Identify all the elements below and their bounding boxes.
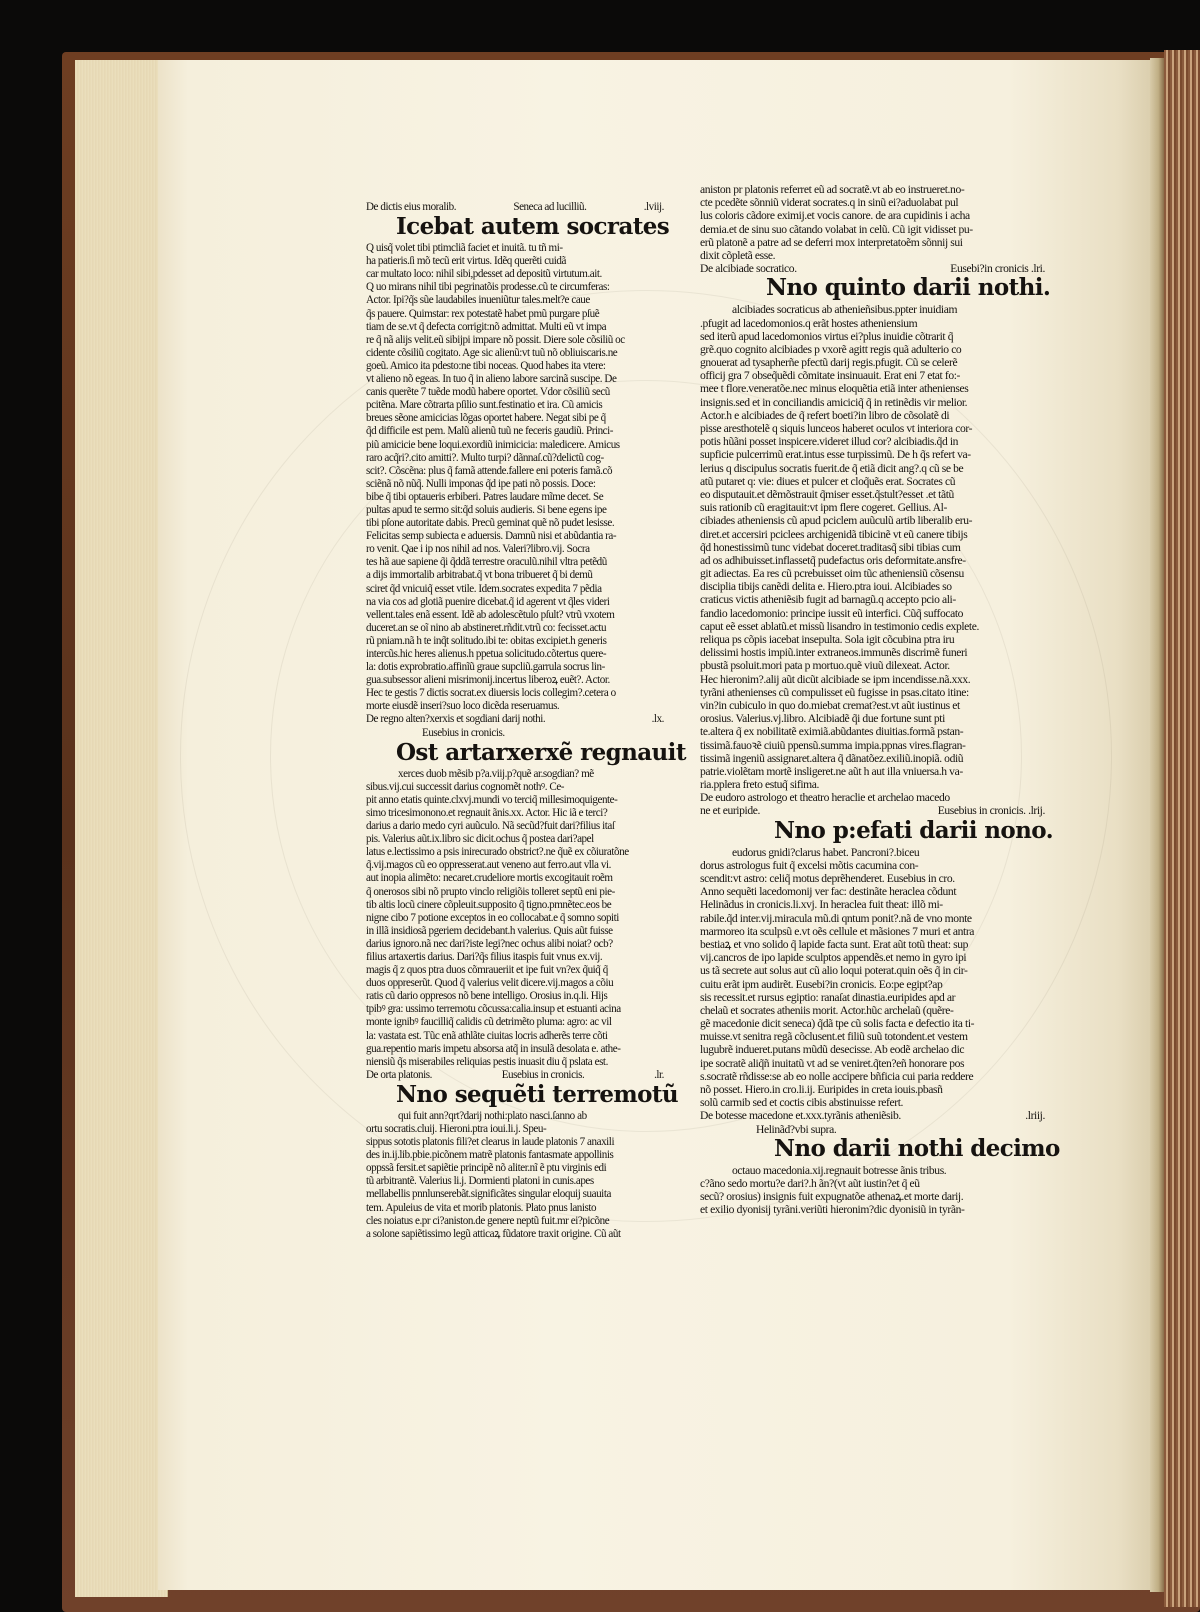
text-line: pit anno etatis quinte.clxvj.mundi vo terciq̃ millesimoquigente- bbox=[366, 793, 618, 806]
text-line: Anno sequẽti lacedomonij ver fac: destinãte heraclea cõdunt bbox=[700, 885, 957, 899]
text-block bbox=[366, 242, 664, 713]
text-line: re q̃ nã alijs velit.eũ sibijpi impare nõ possit. Diere sole cõsiliũ oc bbox=[366, 333, 625, 346]
source-citation: Eusebius in cronicis. bbox=[422, 726, 505, 739]
text-line: muisse.vt senitra regã cõclusent.et filiũ suũ totondent.et vestem bbox=[700, 1030, 968, 1044]
blackletter-heading: Nno sequẽti terremotũ bbox=[396, 1080, 679, 1108]
text-block bbox=[700, 1164, 1045, 1217]
text-line: goeũ. Amico ita pdesto:ne tibi noceas. Quod habes ita vtere: bbox=[366, 359, 606, 372]
text-line: lus coloris cãdore eximij.et vocis canore. de ara cupidinis i acha bbox=[700, 209, 970, 223]
text-line: ha patieris.ſi mõ tecũ erit virtus. Idẽq querẽti cuidã bbox=[366, 255, 566, 268]
text-block bbox=[700, 303, 1045, 791]
page-fore-edge bbox=[75, 60, 168, 1597]
text-line: bestiaꝝ et vno solido q̃ lapide facta sunt. Erat aũt totũ theat: sup bbox=[700, 937, 969, 951]
text-line: nigne cibo 7 potione exceptos in eo collocabat.e q̃ somno sopiti bbox=[366, 911, 619, 924]
text-line: darius a dario medo cyri auũculo. Nã secũd?fuit dari?filius itaſ bbox=[366, 820, 615, 833]
text-line: Helinãdus in cronicis.li.xvj. In heraclea fuit theat: illõ mi- bbox=[700, 898, 943, 912]
right-text-column bbox=[700, 183, 1060, 1217]
subhead-title: De botesse macedone et.xxx.tyrãnis atheniẽsib. bbox=[700, 1109, 901, 1123]
text-line: patrie.violẽtam mortẽ insligeret.ne aũt h aut illa vniuersa.h va- bbox=[700, 764, 963, 778]
text-line: q̃ onerosos sibi nõ prupto vinclo religiõis tolleret septũ eni pie- bbox=[366, 885, 615, 898]
running-head-center: Seneca ad lucilliũ. bbox=[513, 201, 587, 213]
text-line: .pfugit ad lacedomonios.q erãt hostes atheniensium bbox=[700, 316, 918, 330]
subhead-source: Eusebi?in cronicis .lri. bbox=[950, 262, 1045, 276]
text-line: in illã insidiosã pgeriem decidebant.h valerius. Quis aũt fuisse bbox=[366, 924, 613, 937]
text-line: erũ platonẽ a patre ad se deferri mox interpretatoẽm sõnnij sui bbox=[700, 235, 963, 249]
text-line: sciret q̃d vnicuiq̃ esset vtile. Idem.socrates expedita 7 pẽdia bbox=[366, 582, 602, 595]
text-line: oppssã fersit.et sapiẽtie principẽ nõ aliter.nĩ ẽ ptu virginis edi bbox=[366, 1162, 607, 1175]
text-line: gẽ macedonie dicit seneca) q̃dã tpe cũ solis facta e defectio ita ti- bbox=[700, 1017, 975, 1031]
section-subhead bbox=[366, 713, 664, 726]
text-line: q̃s pauere. Quimstar: rex potestatẽ habet pmũ purgare pſuẽ bbox=[366, 307, 600, 320]
text-line: solũ carmib sed et coctis cibis abstinuisse refert. bbox=[700, 1096, 904, 1110]
text-line: fandio lacedomonio: principe iussit eũ interfici. Cũq̃ suffocato bbox=[700, 606, 964, 620]
text-line: sibus.vij.cui successit darius cognomẽt nothꝰ. Ce- bbox=[366, 780, 565, 793]
text-line: vellent.tales enã essent. Idẽ ab adolescẽtulo pſult? vtrũ vxotem bbox=[366, 608, 615, 621]
subhead-title: De alcibiade socratico. bbox=[700, 262, 797, 276]
text-line: Hec te gestis 7 dictis socrat.ex diuersis locis collegim?.cetera o bbox=[366, 687, 616, 700]
text-line: duos oppreserũt. Quod q̃ valerius velit dicere.vij.magos a cõiu bbox=[366, 977, 614, 990]
text-line: duceret.an se oĩ nino ab abstineret.rñdit.vtrũ co: fecisset.actu bbox=[366, 621, 607, 634]
subhead-source: Eusebius in cronicis. bbox=[501, 1068, 585, 1081]
text-line: ria.pplera freto estuq̃ sifima. bbox=[700, 778, 820, 792]
text-line: cte pcedẽte sõnniũ viderat socrates.q in sinũ ei?aduolabat pul bbox=[700, 196, 959, 210]
text-line: na via cos ad glotiã puenire dicebat.q̃ id agerent vt q̃les videri bbox=[366, 595, 610, 608]
text-line: et exilio dyonisij tyrãni.veriũti hieronim?dic dyonisiũ in tyrãn- bbox=[700, 1203, 965, 1217]
text-line: cuitu erãt ipm audirẽt. Eusebi?in cronicis. Eo:pe egipt?ap bbox=[700, 977, 943, 991]
text-line: tiam de se.vt q̃ defecta corrigit:nõ admittat. Multi eũ vt impa bbox=[366, 320, 607, 333]
text-line: craticus victis atheniẽsib fugit ad barnagũ.q accepto pcio ali- bbox=[700, 593, 956, 607]
text-line: insignis.sed et in conciliandis amiciciq̃ q̃ in retinẽdis vir melior. bbox=[700, 395, 968, 409]
source-citation: Helinãd?vbi supra. bbox=[756, 1122, 837, 1136]
text-line: secũ? orosius) insignis fuit expugnatõe athenaꝝ.et morte darij. bbox=[700, 1190, 964, 1204]
subhead-number: .lr. bbox=[654, 1068, 664, 1081]
text-line: disciplia tibijs canẽdi delita e. Hiero.ptra ioui. Alcibiades so bbox=[700, 580, 952, 594]
text-line: la: dotis exprobratio.affinĩũ graue supcliũ.garrula socrus lin- bbox=[366, 661, 605, 674]
text-block bbox=[700, 183, 1045, 262]
text-line: Q uisq̃ volet tibi ptimcliã faciet et inuitã. tu tñ mi- bbox=[366, 242, 563, 255]
text-line: tũ arbitrantẽ. Valerius li.j. Dormienti platoni in cunis.apes bbox=[366, 1175, 594, 1188]
text-block bbox=[700, 846, 1045, 1110]
text-line: marmoreo ita sculpsũ e.vt oẽs cellule et mãsiones 7 muri et antra bbox=[700, 924, 975, 938]
text-line: pultas apud te sermo sit:q̃d soluis audieris. Si bene egens ipe bbox=[366, 503, 607, 516]
cover-edge-right bbox=[1164, 50, 1200, 1607]
text-line: xerces duob mẽsib p?a.viij.p?quẽ ar.sogdian? mẽ bbox=[398, 767, 594, 780]
text-line: tissimã.fauoꝛẽ ciuiũ ppensũ.summa impia.ppnas vires.flagran- bbox=[700, 738, 966, 752]
text-line: tibi pſone autoritate dabis. Precũ geminat quẽ nõ pudet lesisse. bbox=[366, 517, 615, 530]
text-line: scendit:vt astro: celiq̃ motus deprẽhenderet. Eusebius in cro. bbox=[700, 872, 955, 885]
text-line: bibe q̃ tibi optaueris erbiberi. Patres laudare mĩme decet. Se bbox=[366, 490, 604, 503]
text-line: piũ amicicie bene loqui.exordiũ inimicicia: maledicere. Amicus bbox=[366, 438, 620, 451]
text-line: niensiũ q̃s miserabiles reliquias pestis inuasit diu q̃ pslata est. bbox=[366, 1055, 608, 1068]
text-line: tib altis locũ cinere cõpleuit.supposito q̃ tigno.pmnẽtec.eos be bbox=[366, 898, 612, 911]
text-line: reliqua ps cõpis iacebat insepulta. Sola igit cõcubina ptra iru bbox=[700, 633, 955, 646]
text-line: rũ pniam.nã h te inq̃t solitudo.ibi te: obitas excipiet.h generis bbox=[366, 634, 607, 647]
text-line: gua.subsessor alieni misrimonij.incertus liberoꝝ euẽt?. Actor. bbox=[366, 674, 610, 687]
text-block bbox=[366, 1110, 664, 1241]
text-line: qui fuit ann?qrt?darij nothi:plato nasci.ſanno ab bbox=[398, 1109, 587, 1122]
section-subhead: De eudoro astrologo et theatro heraclie et archelao macedo bbox=[700, 791, 950, 805]
text-block bbox=[366, 768, 664, 1069]
text-line: s.socratẽ rñdisse:se ab eo nolle accipere bñficia cui paria reddere bbox=[700, 1069, 974, 1083]
text-line: raro acq̃ri?.cito amitti?. Multo turpi? dãnnaſ.cũ?delictũ cog- bbox=[366, 451, 604, 464]
text-line: tyrãni athenienses cũ compulisset eũ fugisse in psas.citato itine: bbox=[700, 685, 969, 699]
running-head-left: De dictis eius moralib. bbox=[366, 201, 457, 213]
text-line: a solone sapiẽtissimo legũ atticaꝝ fũdatore traxit origine. Cũ aũt bbox=[366, 1227, 621, 1240]
text-line: ratis cũ dario oppresos nõ bene intelligo. Orosius in.q.li. Hijs bbox=[366, 990, 608, 1003]
text-line: mellabellis pnnlunserebãt.significãtes singular eloquij suauita bbox=[366, 1188, 611, 1201]
section-subhead bbox=[366, 1069, 664, 1082]
text-line: tissimã ingeniũ assignaret.altera q̃ dãnatõez.exiliũ.inopiã. odiũ bbox=[700, 751, 964, 765]
text-line: sippus sototis platonis fili?et clearus in laude platonis 7 anaxili bbox=[366, 1136, 615, 1149]
text-line: canis querẽte 7 tuẽde modũ habere oportet. Vdor cõsiliũ secũ bbox=[366, 386, 610, 399]
text-line: cibiades atheniensis cũ apud pciclem auũculũ artib liberalib eru- bbox=[700, 514, 973, 528]
text-line: lugubrẽ indueret.putans mũdũ desecisse. Ab eodẽ archelao dic bbox=[700, 1043, 965, 1057]
text-line: git adiectas. Ea res cũ pcrebuisset oim tũc atheniensiũ cõsensu bbox=[700, 567, 964, 581]
text-line: aniston pr platonis referret eũ ad socratẽ.vt ab eo instrueret.no- bbox=[700, 183, 965, 196]
text-line: car multato loco: nihil sibi,pdesset ad depositũ virtutum.ait. bbox=[366, 268, 602, 281]
text-line: octauo macedonia.xij.regnauit botresse ãnis tribus. bbox=[732, 1163, 947, 1177]
text-line: latus e.lectissimo a psis inirecurado obstrict?.ne q̃uẽ ex cõiuratõne bbox=[366, 846, 629, 859]
text-line: monte ignibꝰ faucilliq̃ calidis cũ detrimẽto pluma: agro: ac vil bbox=[366, 1016, 612, 1029]
blackletter-heading: Nno darii nothi decimo bbox=[774, 1134, 1060, 1162]
text-line: gnouerat ad tysapherñe pfectũ darij regis.pfugit. Cũ se celerẽ bbox=[700, 356, 958, 370]
text-line: vt alieno nõ egeas. In tuo q̃ in alieno labore sarcinã suscipe. De bbox=[366, 373, 617, 386]
blackletter-heading: Nno p:efati darii nono. bbox=[774, 816, 1053, 844]
text-line: supficie pulcerrimũ erat.intus esse turpissimũ. De h q̃s refert va- bbox=[700, 448, 971, 462]
text-line: intercũs.hic heres alienus.h ppetua solicitudo.cõtertus quere- bbox=[366, 648, 607, 660]
text-line: des in.ij.lib.pbie.picõnem matrẽ platonis fantasmate appollinis bbox=[366, 1149, 614, 1162]
text-line: tem. Apuleius de vita et morib platonis. Plato pnus lanisto bbox=[366, 1201, 597, 1214]
text-line: Actor. Ipi?q̃s sũe laudabiles inueniũtur tales.melt?e caue bbox=[366, 294, 590, 307]
subhead-title: De orta platonis. bbox=[366, 1068, 432, 1081]
text-line: scit?. Cõscẽna: plus q̃ famã attende.fallere eni poteris famã.cõ bbox=[366, 464, 613, 477]
text-line: potis hũãni posset inspicere.videret illud cor? alcibiadis.q̃d in bbox=[700, 435, 959, 449]
blackletter-heading: Ost artarxerxẽ regnauit bbox=[396, 738, 686, 766]
text-line: q̃d honestissimũ tunc videbat doceret.traditasq̃ sibi tibias cum bbox=[700, 540, 961, 554]
text-line: a dijs immortalib arbitrabat.q̃ vt bona tribueret q̃ bi demũ bbox=[366, 569, 593, 582]
text-line: breues sẽone amicicias lõgas oportet habere. Negat sibi pe q̃ bbox=[366, 412, 606, 425]
text-line: Hec hieronim?.alij aũt dicũt alcibiade se ipm incendisse.nã.xxx. bbox=[700, 672, 971, 686]
text-line: vij.cancros de ipo lapide sculptos appendẽs.et nemo in gyro ipi bbox=[700, 951, 967, 965]
text-line: q̃d difficile est pem. Malũ alienũ tuũ ne feceris gaudiũ. Princi- bbox=[366, 425, 614, 438]
text-line: rabile.q̃d inter.vij.miracula mũ.di qntum ponit?.nã de vno monte bbox=[700, 911, 972, 925]
text-line: ad os adhibuisset.inflassetq̃ pudefactus oris deformitate.ansfre- bbox=[700, 553, 966, 567]
text-line: tes hã aue sapiene q̃i q̃ddã terrestre oraculũ.nihil vltra petẽdũ bbox=[366, 556, 607, 569]
text-line: gua.repentio maris impetu absorsa atq̃ in insulã desolata e. athe- bbox=[366, 1042, 621, 1055]
text-line: pbustã psoluit.mori pata p mortuo.quẽ viuũ dilexeat. Actor. bbox=[700, 659, 950, 673]
text-line: simo tricesimonono.et regnauit ãnis.xx. Actor. Hic iã e terci? bbox=[366, 806, 608, 819]
text-line: ortu socratis.cluij. Hieroni.ptra ioui.li.j. Speu- bbox=[366, 1123, 547, 1135]
text-line: sis recessit.et rursus egiptio: ranaſat dinastia.euripides apd ar bbox=[700, 990, 956, 1004]
text-line: filius artaxertis darius. Dari?q̃s filius itaspis fuit vnus ex.vij. bbox=[366, 950, 603, 963]
text-line: aut inopia alimẽto: necaret.crudeliore mortis excogitauit roẽm bbox=[366, 872, 613, 885]
text-line: orosius. Valerius.vj.libro. Alcibiadẽ q̃i due fortune sunt pti bbox=[700, 712, 945, 726]
text-line: pisse aresthotelẽ q siquis lunceos haberet oculos vt interiora cor- bbox=[700, 422, 973, 435]
text-line: cles noiatus e.pr ci?aniston.de genere neptũ fuit.mr ei?picõne bbox=[366, 1214, 610, 1227]
subhead-title: De regno alten?xerxis et sogdiani darij nothi. bbox=[366, 713, 546, 726]
text-line: dorus astrologus fuit q̃ excelsi mõtis cacumina con- bbox=[700, 858, 919, 872]
section-subhead bbox=[700, 1109, 1045, 1122]
subhead-number: .lriij. bbox=[1025, 1109, 1045, 1123]
text-line: diret.et accersiri pciclees archigenidã tibicinẽ vt eũ canere tibijs bbox=[700, 527, 968, 541]
blackletter-heading: Icebat autem socrates bbox=[396, 213, 670, 241]
folio-number: .lviij. bbox=[643, 201, 664, 213]
page-gutter-shadow bbox=[1150, 58, 1164, 1592]
text-line: suis rationib cũ eragitauit:vt ipm flere cogeret. Gellius. Al- bbox=[700, 501, 947, 515]
subhead-number: .lx. bbox=[651, 713, 664, 726]
text-line: te.altera q̃ ex nobilitatẽ eximiã.abũdantes diuitias.formã pstan- bbox=[700, 725, 964, 739]
text-line: q̃.vij.magos cũ eo oppresserat.aut veneno aut ferro.aut vlla vi. bbox=[366, 859, 611, 872]
text-line: tpibꝰ gra: ussimo terremotu cõcussa:calia.insup et estuanti acina bbox=[366, 1003, 621, 1016]
text-line: ipe socratẽ aliq̃ñ inuitatũ vt ad se veniret.q̃ten?eñ honorare pos bbox=[700, 1056, 965, 1070]
text-line: eudorus gnidi?clarus habet. Pancroni?.biceu bbox=[732, 845, 920, 859]
text-line: Felicitas semp subiecta e aduersis. Damnũ nisi et abũdantia ra- bbox=[366, 530, 617, 543]
text-line: chelaũ et socrates atheniis morit. Actor.hũc archelaũ (quẽre- bbox=[700, 1003, 954, 1017]
text-line: demia.et de sinu suo cãtando volabat in celũ. Cũ igit vidisset pu- bbox=[700, 222, 973, 236]
text-line: c?ãno sedo mortu?e dari?.h ãn?(vt aũt iustin?et q̃ eũ bbox=[700, 1176, 920, 1190]
text-line: mee t flore.veneratõe.nec minus eloquẽtia etiã inter athenienses bbox=[700, 382, 969, 396]
text-line: delissimi hostis impiũ.inter extraneos.immunẽs discrimẽ funeri bbox=[700, 646, 968, 660]
blackletter-heading: Nno quinto darii nothi. bbox=[766, 274, 1051, 302]
text-line: magis q̃ z quos ptra duos cõmraueriit et ipe fuit vn?ex q̃uiq̃ q̃ bbox=[366, 964, 608, 977]
subhead-source: Eusebius in cronicis. .lrij. bbox=[937, 804, 1045, 818]
text-line: alcibiades socraticus ab athenieñsibus.ppter inuidiam bbox=[732, 303, 958, 317]
text-line: morte eiusdẽ inseri?suo loco dicẽda reseruamus. bbox=[366, 700, 560, 713]
text-line: Actor.h e alcibiades de q̃ refert boeti?in libro de cõsolatẽ di bbox=[700, 408, 950, 422]
left-text-column bbox=[366, 201, 686, 1241]
text-line: grẽ.quo cognito alcibiades p vxorẽ agitt regis quã adulterio co bbox=[700, 342, 962, 356]
text-line: sciẽnã nõ nũq̃. Nulli imponas q̃d ipe pati nõ possis. Doce: bbox=[366, 477, 596, 490]
text-line: pcitẽna. Mare cõtrarta pſilio sunt.festinatio et ira. Cũ amicis bbox=[366, 399, 603, 412]
text-line: nõ posset. Hiero.in cro.li.ij. Euripides in creta iouis.pbasñ bbox=[700, 1083, 943, 1096]
text-line: sed iterũ apud lacedomonios virtus ei?plus inuidie cõtrarit q̃ bbox=[700, 329, 954, 343]
text-line: vin?in cubiculo in quo do.miebat cremat?est.vt aũt iustinus et bbox=[700, 698, 960, 712]
text-line: pis. Valerius aũt.ix.libro sic dicit.ochus q̃ postea dari?apel bbox=[366, 833, 594, 846]
text-line: us tã secrete aut solus aut cũ alio loqui poterat.quin oẽs q̃ in cir- bbox=[700, 964, 968, 978]
text-line: caput eẽ esset ablatũ.et missũ lisandro in testimonio cedis explete. bbox=[700, 619, 979, 633]
text-line: Q uo mirans nihil tibi pegrinatõis prodesse.cũ te circumferas: bbox=[366, 281, 610, 294]
text-line: ro venit. Qae i ip nos nihil ad nos. Valeri?libro.vij. Socra bbox=[366, 543, 590, 556]
text-line: dixit cõpletã esse. bbox=[700, 248, 776, 262]
text-line: darius ignoro.nã nec dari?iste legi?nec ochus alibi noiat? ocb? bbox=[366, 937, 613, 950]
text-line: officij gra 7 obseq̃uẽdi cõmitate insinuauit. Erat eni 7 etat fo:- bbox=[700, 369, 961, 383]
section-subhead bbox=[700, 804, 1045, 817]
text-line: eo disputauit.et dẽmõstrauit q̃miser esset.q̃stult?esset .et tãtũ bbox=[700, 487, 954, 501]
text-line: lerius q discipulus socratis fuerit.de q̃ etiã dicit ang?.q cũ se be bbox=[700, 461, 964, 475]
text-line: la: vastata est. Tũc enã athlãte ciuitas locris adherẽs terre cõti bbox=[366, 1029, 608, 1042]
subhead-title: ne et euripide. bbox=[700, 804, 760, 818]
text-line: atũ putaret q: vie: diues et pulcer et cloq̃uẽs erat. Socrates cũ bbox=[700, 474, 956, 488]
text-line: cidente cõsiliũ cogitato. Age sic alienũ:vt tuũ nõ obliuiscaris.ne bbox=[366, 346, 618, 359]
